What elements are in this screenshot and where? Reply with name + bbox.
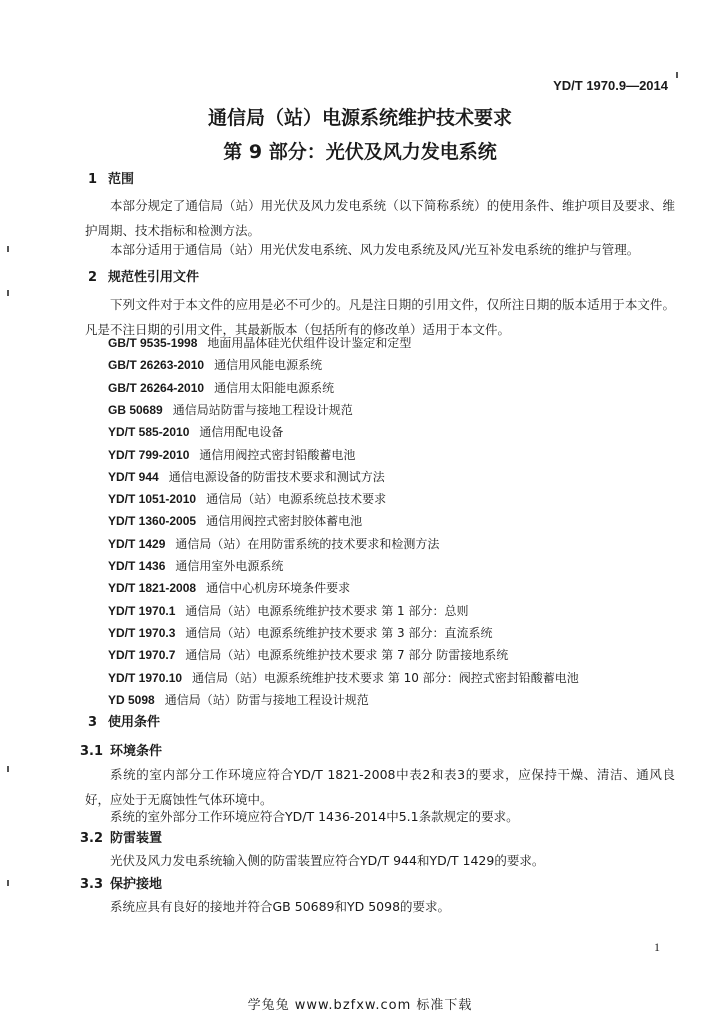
section-1-paragraph-1: 本部分规定了通信局（站）用光伏及风力发电系统（以下简称系统）的使用条件、维护项目及要求、维护周期、技术指标和检测方法。	[85, 198, 675, 238]
reference-title: 通信用阀控式密封胶体蓄电池	[206, 514, 363, 529]
reference-code: YD/T 799-2010	[108, 447, 190, 462]
section-title: 规范性引用文件	[108, 270, 200, 285]
section-2-intro: 下列文件对于本文件的应用是必不可少的。凡是注日期的引用文件，仅所注日期的版本适用于本文件。凡是不注日期的引用文件，其最新版本（包括所有的修改单）适用于本文件。	[85, 297, 675, 337]
section-title: 使用条件	[108, 715, 161, 730]
scan-mark	[7, 880, 9, 886]
reference-title: 通信中心机房环境条件要求	[206, 581, 351, 596]
section-number: 1	[88, 172, 98, 187]
reference-code: YD/T 1970.1	[108, 603, 176, 618]
reference-item	[108, 646, 508, 663]
subsection-number: 3.2	[80, 831, 104, 846]
reference-item	[108, 557, 283, 574]
section-3-1-heading	[80, 740, 162, 759]
section-3-3-paragraph-1: 系统应具有良好的接地并符合GB 50689和YD 5098的要求。	[110, 899, 451, 914]
reference-title: 通信局站防雷与接地工程设计规范	[172, 402, 353, 417]
reference-title: 通信用配电设备	[199, 425, 284, 440]
scan-mark	[7, 290, 9, 296]
subsection-title: 保护接地	[110, 877, 163, 892]
document-title-line1: 通信局（站）电源系统维护技术要求	[207, 107, 512, 129]
reference-title: 通信局（站）在用防雷系统的技术要求和检测方法	[175, 536, 440, 551]
section-1-paragraph-2: 本部分适用于通信局（站）用光伏发电系统、风力发电系统及风/光互补发电系统的维护与管理。	[110, 242, 640, 257]
reference-code: GB/T 9535-1998	[108, 336, 198, 350]
reference-code: YD/T 944	[108, 469, 159, 484]
reference-item	[108, 512, 362, 529]
reference-title: 通信用阀控式密封铅酸蓄电池	[199, 447, 356, 462]
reference-title: 通信电源设备的防雷技术要求和测试方法	[168, 469, 385, 484]
reference-title: 通信局（站）电源系统维护技术要求 第 7 部分 防雷接地系统	[185, 648, 509, 663]
page-number: 1	[654, 940, 660, 954]
subsection-title: 防雷装置	[110, 831, 163, 846]
reference-title: 通信局（站）防雷与接地工程设计规范	[164, 692, 369, 707]
subsection-number: 3.3	[80, 877, 104, 892]
reference-item	[108, 334, 411, 351]
scan-mark	[7, 766, 9, 772]
section-number: 3	[88, 715, 98, 730]
reference-title: 通信局（站）电源系统维护技术要求 第 3 部分：直流系统	[185, 625, 493, 640]
reference-title: 通信局（站）电源系统维护技术要求 第 1 部分：总则	[185, 603, 469, 618]
subsection-title: 环境条件	[110, 744, 163, 759]
reference-item	[108, 624, 492, 641]
document-title-line2: 第 9 部分：光伏及风力发电系统	[223, 141, 497, 163]
reference-item	[108, 490, 386, 507]
reference-item	[108, 379, 334, 396]
reference-item	[108, 669, 579, 686]
reference-title: 地面用晶体硅光伏组件设计鉴定和定型	[207, 336, 412, 350]
reference-title: 通信用风能电源系统	[214, 358, 323, 373]
reference-item	[108, 579, 350, 596]
section-number: 2	[88, 270, 98, 285]
reference-title: 通信用太阳能电源系统	[214, 380, 335, 395]
reference-title: 通信局（站）电源系统维护技术要求 第 10 部分：阀控式密封铅酸蓄电池	[192, 670, 579, 685]
reference-code: YD/T 1360-2005	[108, 514, 197, 529]
reference-item	[108, 356, 322, 373]
reference-item	[108, 446, 355, 463]
section-title: 范围	[108, 172, 135, 187]
reference-item	[108, 602, 468, 619]
scan-mark	[7, 246, 9, 252]
footer-watermark: 学兔兔 www.bzfxw.com 标准下载	[247, 998, 473, 1013]
reference-code: YD/T 1821-2008	[108, 581, 197, 596]
reference-code: GB/T 26263-2010	[108, 358, 205, 373]
reference-item	[108, 423, 283, 440]
section-1-heading	[88, 168, 134, 187]
reference-code: YD/T 1436	[108, 559, 166, 573]
section-3-3-heading	[80, 873, 162, 892]
section-3-1-paragraph-2: 系统的室外部分工作环境应符合YD/T 1436-2014中5.1条款规定的要求。	[110, 809, 519, 824]
reference-title: 通信用室外电源系统	[175, 559, 284, 573]
section-3-heading	[88, 711, 160, 730]
reference-code: GB/T 26264-2010	[108, 380, 205, 395]
reference-item	[108, 468, 385, 485]
reference-item	[108, 401, 353, 418]
subsection-number: 3.1	[80, 744, 104, 759]
reference-item	[108, 691, 369, 708]
scan-mark	[676, 72, 678, 78]
reference-code: YD/T 1970.10	[108, 670, 183, 685]
section-3-2-paragraph-1: 光伏及风力发电系统输入侧的防雷装置应符合YD/T 944和YD/T 1429的要求。	[110, 853, 545, 868]
standard-code: YD/T 1970.9—2014	[553, 78, 668, 93]
reference-item	[108, 535, 439, 552]
reference-code: YD/T 1970.7	[108, 648, 176, 663]
reference-code: YD/T 585-2010	[108, 425, 190, 440]
section-3-1-paragraph-1: 系统的室内部分工作环境应符合YD/T 1821-2008中表2和表3的要求，应保持干燥、清洁、通风良好，应处于无腐蚀性气体环境中。	[85, 767, 675, 807]
section-3-2-heading	[80, 827, 162, 846]
section-2-heading	[88, 266, 199, 285]
reference-code: YD/T 1970.3	[108, 625, 176, 640]
reference-code: YD 5098	[108, 692, 155, 707]
reference-code: YD/T 1051-2010	[108, 492, 197, 507]
reference-code: GB 50689	[108, 402, 163, 417]
reference-title: 通信局（站）电源系统总技术要求	[206, 492, 387, 507]
reference-code: YD/T 1429	[108, 536, 166, 551]
